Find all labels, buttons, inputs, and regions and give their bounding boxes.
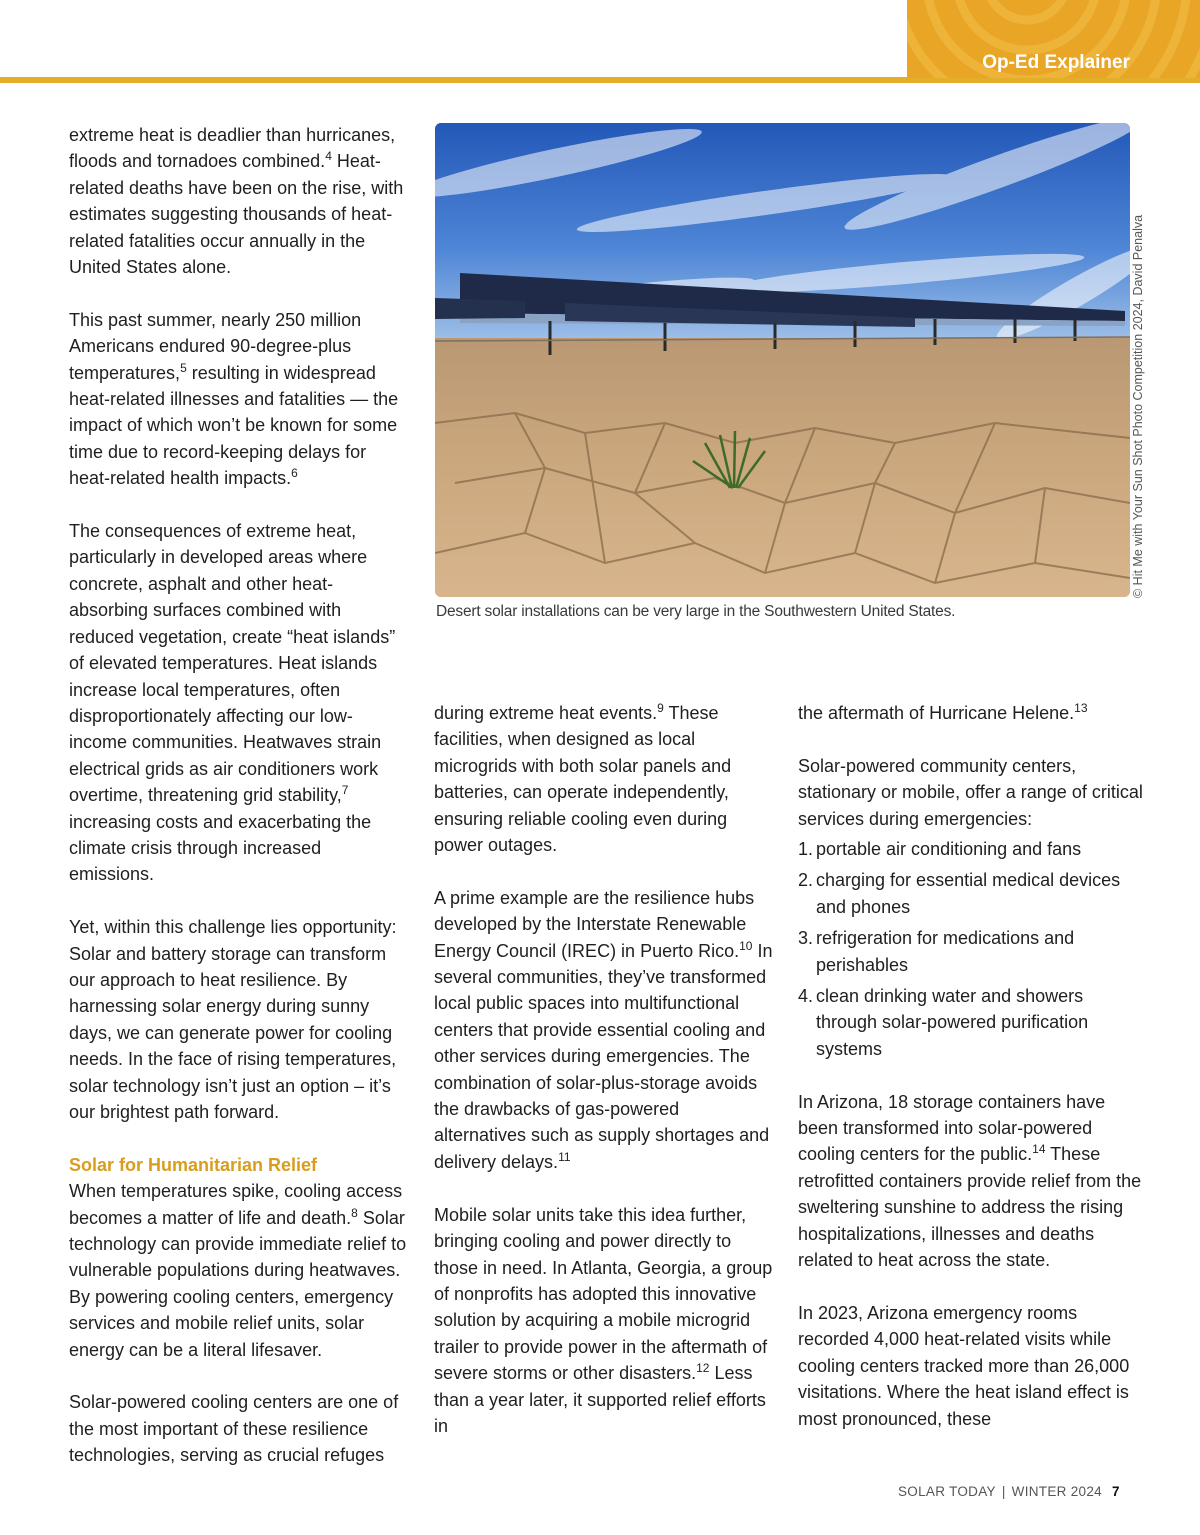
paragraph: In 2023, Arizona emergency rooms recorded 4,000 heat-related visits while cooling centers tracked more than 26,000 visitations. Where the heat island effect is most pronounced, these	[798, 1302, 1130, 1429]
page-number: 7	[1111, 1484, 1120, 1499]
paragraph: This past summer, nearly 250 million Americans endured 90-degree-plus temperatures,$^5$ resulting in widespread heat-related illnesses and fatalities — the impact of which won’t be known for some time due to record-keeping delays for heat-related health impacts.$^6$	[69, 309, 399, 489]
footnote-ref: 5	[180, 360, 187, 375]
footnote-ref: 8	[351, 1205, 358, 1220]
column-2	[434, 700, 774, 1466]
page-footer	[898, 1484, 1120, 1499]
column-1	[69, 122, 409, 1495]
paragraph: the aftermath of Hurricane Helene.$^{13}$	[798, 701, 1088, 723]
list-item: 1. portable air conditioning and fans	[798, 839, 1082, 860]
footnote-ref: 10	[739, 938, 753, 953]
paragraph: Solar-powered cooling centers are one of the most important of these resilience technologies, serving as crucial refuges	[69, 1392, 399, 1466]
services-list	[798, 836, 1143, 1062]
section-heading: Solar for Humanitarian Relief	[69, 1154, 318, 1175]
footnote-ref: 9	[657, 701, 664, 715]
footnote-ref: 13	[1074, 701, 1088, 715]
footnote-ref: 4	[325, 149, 332, 164]
publication-name: SOLAR TODAY	[898, 1484, 996, 1499]
footnote-ref: 12	[696, 1361, 710, 1376]
footnote-ref: 11	[558, 1149, 571, 1164]
issue-label: WINTER 2024	[1011, 1484, 1102, 1499]
list-item: 2. charging for essential medical devices and phones	[798, 870, 1121, 917]
column-3	[798, 700, 1143, 1458]
paragraph: When temperatures spike, cooling access becomes a matter of life and death.$^8$ Solar technology can provide immediate relief to vulnerable populations during heatwaves. By powering cooling centers, emergency services and mobile relief units, solar energy can be a literal lifesaver.	[69, 1181, 407, 1360]
paragraph: The consequences of extreme heat, particularly in developed areas where concrete, asphalt and other heat-absorbing surfaces combined with reduced vegetation, create “heat islands” of elevated temperatures. Heat islands increase local temperatures, often disproportionately affecting our low-income communities. Heatwaves strain electrical grids as air conditioners work overtime, threatening grid stability,$^7$ increasing costs and exacerbating the climate crisis through increased emissions.	[69, 521, 396, 885]
footer-separator: |	[1001, 1484, 1006, 1499]
footnote-ref: 7	[341, 783, 349, 798]
footnote-ref: 14	[1032, 1142, 1046, 1157]
paragraph: A prime example are the resilience hubs developed by the Interstate Renewable Energy Council (IREC) in Puerto Rico.$^{10}$ In several communities, they’ve transformed local public spaces into multifunctional centers that provide essential cooling and other services during emergencies. The combination of solar-plus-storage avoids the drawbacks of gas-powered alternatives such as supply shortages and delivery delays.$^{11}$	[434, 887, 773, 1172]
paragraph: during extreme heat events.$^9$ These facilities, when designed as local microgrids with both solar panels and batteries, can operate independently, ensuring reliable cooling even during power outages.	[434, 701, 732, 856]
list-item: 4. clean drinking water and showers through solar-powered purification systems	[798, 986, 1089, 1059]
solar-field-photo	[435, 123, 1130, 597]
photo-caption: Desert solar installations can be very large in the Southwestern United States.	[436, 603, 956, 620]
photo-credit: © Hit Me with Your Sun Shot Photo Competition 2024, David Penalva	[1131, 214, 1145, 598]
paragraph: Mobile solar units take this idea further, bringing cooling and power directly to those in need. In Atlanta, Georgia, a group of nonprofits has adopted this innovative solution by acquiring a mobile microgrid trailer to provide power in the aftermath of severe storms or other disasters.$^{12}$ Less than a year later, it supported relief efforts in	[434, 1204, 773, 1436]
section-label: Op-Ed Explainer	[982, 52, 1130, 73]
section-tab	[907, 0, 1200, 78]
footnote-ref: 6	[291, 466, 298, 481]
paragraph: extreme heat is deadlier than hurricanes, floods and tornadoes combined.$^4$ Heat-related deaths have been on the rise, with estimates suggesting thousands of heat-related fatalities occur annually in the United States alone.	[69, 125, 404, 278]
paragraph: Yet, within this challenge lies opportunity: Solar and battery storage can transform our approach to heat resilience. By harnessing solar energy during sunny days, we can generate power for cooling needs. In the face of rising temperatures, solar technology isn’t just an option – it’s our brightest path forward.	[69, 917, 397, 1122]
photo-illustration	[435, 123, 1130, 597]
paragraph: In Arizona, 18 storage containers have been transformed into solar-powered cooling centers for the public.$^{14}$ These retrofitted containers provide relief from the sweltering sunshine to address the rising hospitalizations, illnesses and deaths related to heat across the state.	[798, 1091, 1142, 1271]
paragraph: Solar-powered community centers, stationary or mobile, offer a range of critical services during emergencies:	[798, 755, 1143, 829]
list-item: 3. refrigeration for medications and perishables	[798, 928, 1075, 975]
